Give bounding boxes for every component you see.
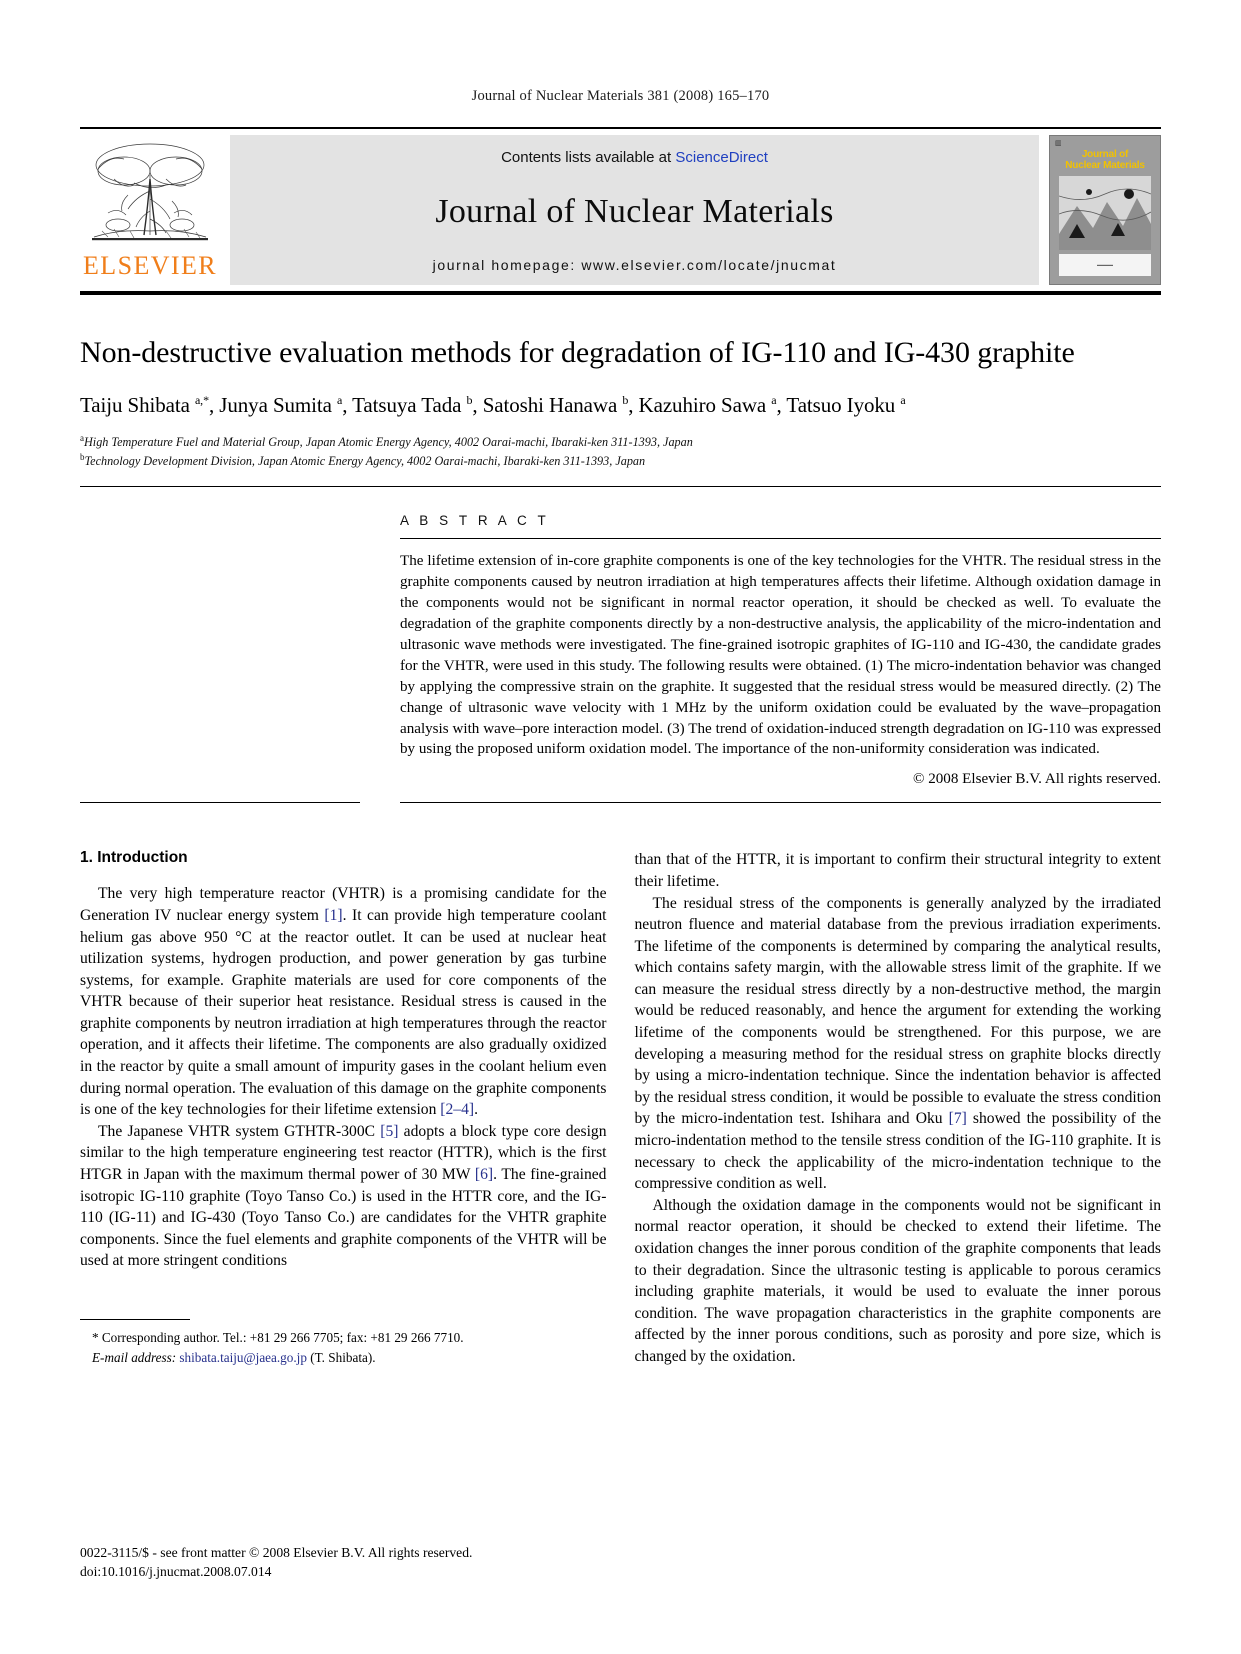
abstract-copyright: © 2008 Elsevier B.V. All rights reserved. [912, 771, 1161, 788]
citation-link[interactable]: [7] [948, 1110, 967, 1128]
issn-line: 0022-3115/$ - see front matter © 2008 Elsevier B.V. All rights reserved. [80, 1544, 473, 1560]
email-link[interactable]: shibata.taiju@jaea.go.jp [179, 1349, 307, 1365]
citation-link[interactable]: [2–4] [440, 1101, 475, 1119]
abstract-bottom-rules [80, 802, 1161, 803]
section-heading-introduction: 1. Introduction [80, 849, 188, 867]
elsevier-tree-icon [84, 139, 216, 251]
citation-link[interactable]: [1] [324, 906, 343, 924]
cover-photo [1059, 176, 1151, 250]
contents-prefix: Contents lists available at [501, 149, 676, 166]
paragraph: Although the oxidation damage in the components would not be significant in normal reactor operation, it should be checked to extend their lifetime. The oxidation changes the inner porous condition of the graphite components that leads to their degradation. Since the ultrasonic testing is applicable to porous ceramics including graphite materials, it would be used to evaluate the inner porous condition. The wave propagation characteristics in the graphite components are affected by the inner porous conditions, such as porosity and pore size, which is changed by the oxidation. [634, 1196, 1161, 1365]
cover-photo-graphic [1059, 176, 1151, 250]
masthead [80, 135, 1161, 285]
paragraph: The Japanese VHTR system GTHTR-300C [5] adopts a block type core design similar to the high temperature engineering test reactor (HTTR), which is the first HTGR in Japan with the maximum thermal power of 30 MW [6]. The fine-grained isotropic IG-110 graphite (Toyo Tanso Co.) is used in the HTTR core, and the IG-110 (IG-11) and IG-430 (Toyo Tanso Co.) are candidates for the VHTR graphite components. Since the fuel elements and graphite components of the VHTR will be used at more stringent conditions [80, 1122, 607, 1270]
abstract-heading-rule [400, 538, 1161, 539]
abstract-heading: A B S T R A C T [400, 513, 550, 529]
journal-cover-thumbnail [1049, 135, 1161, 285]
abstract-bottom-rule-right [400, 802, 1161, 803]
paragraph: The very high temperature reactor (VHTR) is a promising candidate for the Generation IV nuclear energy system [1]. It can provide high temperature coolant helium gas above 950 °C at the reactor outlet. It can be used at nuclear heat utilization systems, hydrogen production, and power generation by gas turbine systems, for example. Graphite materials are used for core components of the VHTR because of their superior heat resistance. Residual stress is caused in the graphite components by neutron irradiation at high temperatures through the reactor operation, and it affects their lifetime. The components are also gradually oxidized in the reactor by quite a small amount of impurity gases in the coolant helium even during normal operation. The evaluation of this damage on the graphite components is one of the key technologies for their lifetime extension [2–4]. [80, 885, 607, 1119]
cover-footer-band: ▬▬▬▬ [1059, 254, 1151, 276]
cover-top-mark: ▥ [1055, 139, 1062, 147]
page-title: Non-destructive evaluation methods for degradation of IG-110 and IG-430 graphite [80, 336, 1075, 369]
sciencedirect-link[interactable]: ScienceDirect [675, 149, 768, 166]
abstract-text: The lifetime extension of in-core graphite components is one of the key technologies for the VHTR. The residual stress in the graphite components caused by neutron irradiation at high temperatures affects their lifetime. Although oxidation damage in the components would not be significant in normal reactor operation, it should be checked as well. To evaluate the degradation of the graphite components directly by a non-destructive analysis, the applicability of the micro-indentation and ultrasonic wave methods were investigated. The fine-grained isotropic graphites of IG-110 and IG-430, the candidate grades for the VHTR, were used in this study. The following results were obtained. (1) The micro-indentation behavior was changed by applying the compressive strain on the graphite. It suggested that the residual stress would be measured directly. (2) The change of ultrasonic wave velocity with 1 MHz by the uniform oxidation could be evaluated by the wave–propagation analysis with wave–pore interaction model. (3) The trend of oxidation-induced strength degradation on IG-110 was expressed by using the proposed uniform oxidation model. The importance of the non-uniformity consideration was indicated. [400, 553, 1161, 758]
author-list: Taiju Shibata $^{a,*}$, Junya Sumita $^a$, Tatsuya Tada $^b$, Satoshi Hanawa $^b$, Kazuhiro Sawa $^a$, Tatsuo Iyoku $^a$ [80, 393, 906, 418]
email-suffix: (T. Shibata). [306, 1349, 376, 1365]
contents-list-line [501, 149, 768, 166]
body-columns [80, 849, 1161, 1367]
abstract-bottom-rule-gap [360, 802, 400, 803]
affiliation-text-b: Technology Development Division, Japan Atomic Energy Agency, 4002 Oarai-machi, Ibaraki-ken 311-1393, Japan [84, 454, 646, 469]
masthead-bottom-rule [80, 291, 1161, 295]
cover-journal-name: Journal of Nuclear Materials [1065, 149, 1145, 171]
body-column-left [80, 849, 607, 1367]
paragraph: than that of the HTTR, it is important to confirm their structural integrity to extent their lifetime. [634, 851, 1161, 890]
abstract-left-gutter [80, 487, 400, 788]
footnote-rule [80, 1319, 190, 1320]
journal-title: Journal of Nuclear Materials [435, 192, 834, 230]
page-footer [80, 1543, 472, 1582]
abstract-section [80, 487, 1161, 788]
email-note [92, 1348, 607, 1368]
doi-line[interactable]: doi:10.1016/j.jnucmat.2008.07.014 [80, 1564, 272, 1580]
corresponding-author-note: * Corresponding author. Tel.: +81 29 266 7705; fax: +81 29 266 7710. [92, 1329, 464, 1345]
citation-link[interactable]: [6] [474, 1166, 494, 1184]
affiliation-text-a: High Temperature Fuel and Material Group, Japan Atomic Energy Agency, 4002 Oarai-machi, Ibaraki-ken 311-1393, Japan [84, 434, 693, 449]
body-column-right [635, 849, 1162, 1367]
journal-banner [230, 135, 1039, 285]
email-label: E-mail address: [92, 1349, 177, 1365]
elsevier-logo [80, 135, 220, 285]
paragraph: The residual stress of the components is generally analyzed by the irradiated neutron fluence and material database from the previous irradiation experiments. The lifetime of the components is determined by comparing the analytical results, which contains safety margin, with the allowable stress limit of the graphite. If we can measure the residual stress directly by a non-destructive method, the margin would be reduced reasonably, and hence the argument for extending the working lifetime of the components would be strengthened. For this purpose, we are developing a measuring method for the residual stress on graphite blocks directly by using a micro-indentation technique. Since the indentation behavior is affected by the residual stress condition, it would be possible to evaluate the stress condition by the micro-indentation test. Ishihara and Oku [7] showed the possibility of the micro-indentation method to the tensile stress condition of the IG-110 graphite. It is necessary to check the applicability of the micro-indentation technique to the compressive condition as well. [634, 894, 1161, 1193]
citation-link[interactable]: [5] [380, 1122, 399, 1140]
title-block [80, 335, 1161, 470]
running-head: Journal of Nuclear Materials 381 (2008) 165–170 [471, 88, 770, 104]
affiliation-a [80, 432, 1161, 451]
affiliation-b [80, 451, 1161, 470]
affiliation-marker-a: a [80, 432, 84, 443]
affiliation-list [80, 432, 1161, 471]
abstract-content [400, 487, 1161, 788]
footnote-block [80, 1319, 607, 1368]
journal-homepage-url[interactable]: journal homepage: www.elsevier.com/locate/jnucmat [432, 257, 837, 273]
elsevier-wordmark: ELSEVIER [83, 251, 217, 280]
abstract-bottom-rule-left [80, 802, 360, 803]
masthead-container [80, 127, 1161, 285]
affiliation-marker-b: b [80, 452, 85, 463]
